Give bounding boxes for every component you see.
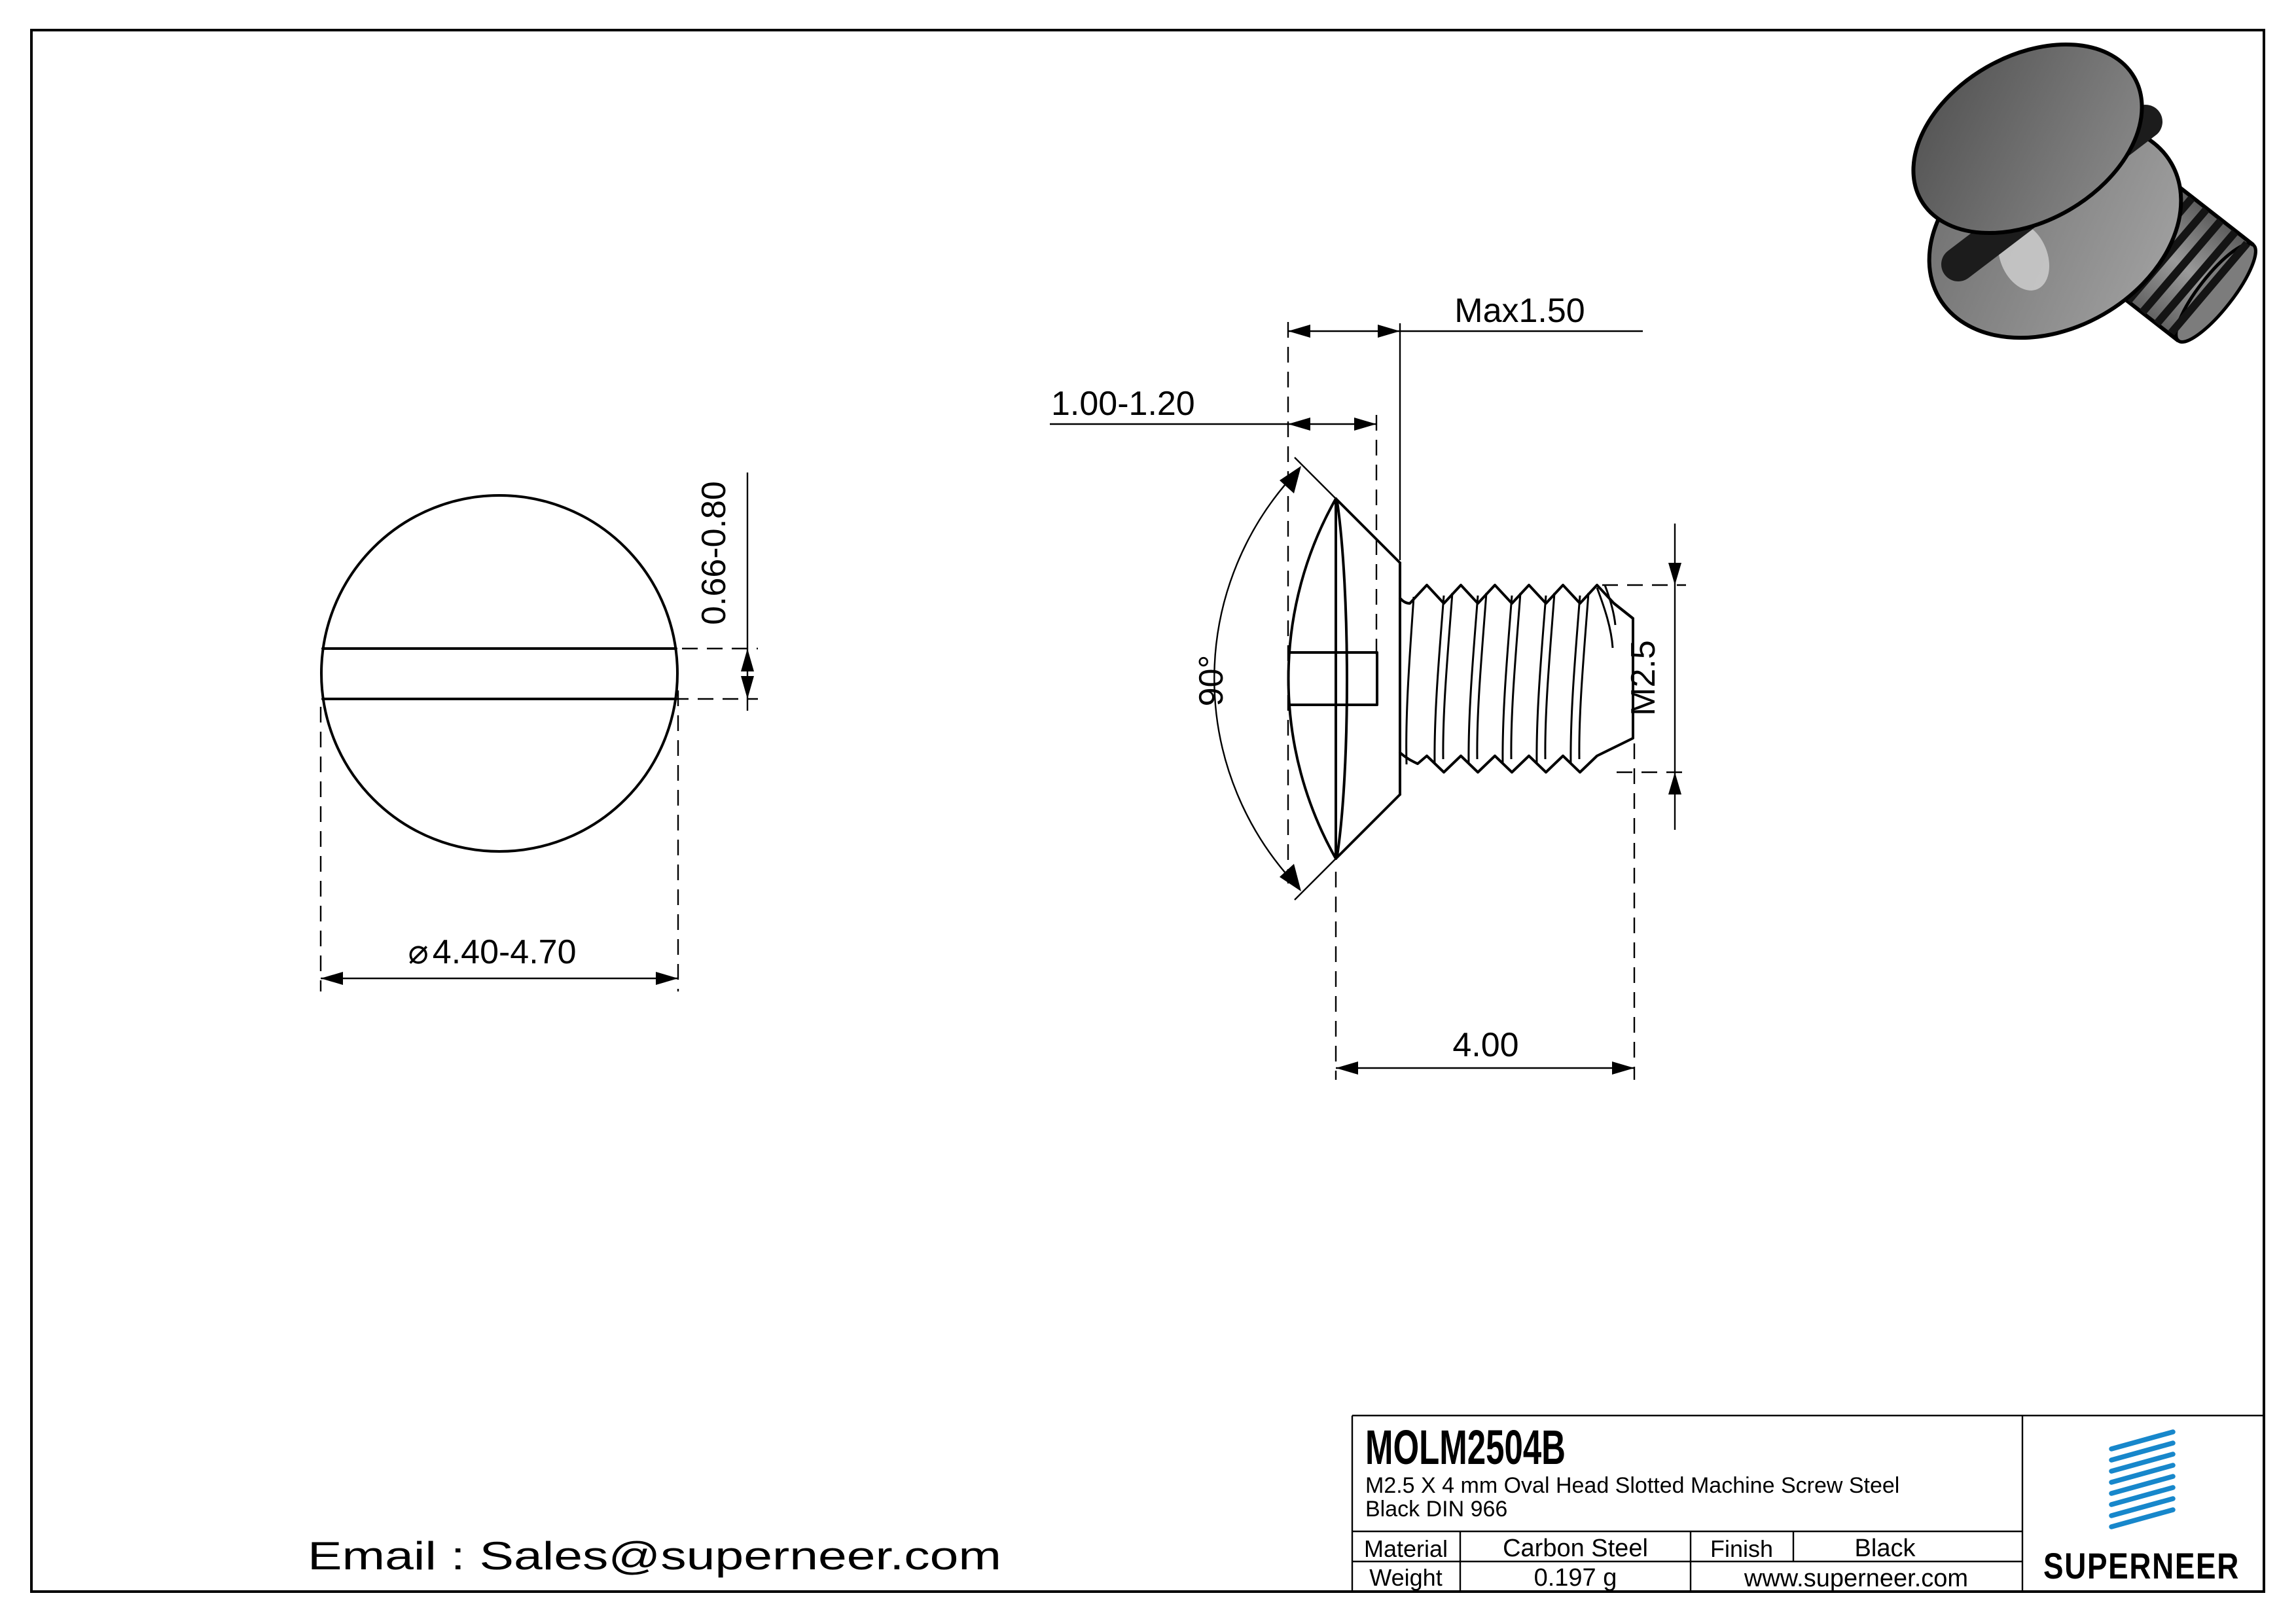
part-number: MOLM2504B bbox=[1365, 1420, 1566, 1474]
slot-wall-line-2 bbox=[1337, 501, 1347, 856]
part-description-line1: M2.5 X 4 mm Oval Head Slotted Machine Screw Steel bbox=[1365, 1473, 1900, 1498]
weight-label: Weight bbox=[1369, 1564, 1443, 1591]
dimension-slot-width bbox=[673, 473, 758, 711]
material-value: Carbon Steel bbox=[1503, 1535, 1648, 1562]
countersink-cone-bottom bbox=[1336, 794, 1400, 859]
weight-value: 0.197 g bbox=[1534, 1564, 1617, 1592]
dimension-countersink-angle bbox=[1193, 457, 1336, 900]
email-contact: Email : Sales@superneer.com bbox=[308, 1534, 1001, 1578]
slot-width-label: 0.66-0.80 bbox=[695, 481, 733, 625]
front-view bbox=[321, 473, 758, 991]
side-view bbox=[1050, 292, 1686, 1080]
dimension-head-diameter bbox=[321, 690, 678, 991]
diameter-symbol: ⌀ bbox=[408, 933, 429, 971]
countersink-cone-top bbox=[1336, 499, 1400, 563]
thread-size-label: M2.5 bbox=[1624, 640, 1662, 716]
end-chamfer-top bbox=[1614, 603, 1633, 618]
dimension-thread-size bbox=[1602, 524, 1686, 830]
part-description-line2: Black DIN 966 bbox=[1365, 1497, 1508, 1522]
title-block bbox=[1352, 1416, 2264, 1592]
head-diameter-value: 4.40-4.70 bbox=[432, 933, 577, 971]
head-diameter-label bbox=[408, 933, 576, 971]
dimension-length bbox=[1336, 743, 1634, 1080]
website-link[interactable]: www.superneer.com bbox=[1744, 1565, 1969, 1592]
brand-name: SUPERNEER bbox=[2043, 1545, 2240, 1586]
material-label: Material bbox=[1363, 1535, 1448, 1562]
length-label: 4.00 bbox=[1452, 1026, 1519, 1064]
head-outline-circle bbox=[321, 495, 677, 851]
finish-label: Finish bbox=[1710, 1535, 1774, 1562]
finish-value: Black bbox=[1854, 1535, 1916, 1562]
head-height-max-label: Max1.50 bbox=[1454, 292, 1585, 330]
superneer-logo-icon bbox=[2111, 1432, 2173, 1527]
screw-3d-render bbox=[1880, 6, 2267, 382]
dimension-slot-depth bbox=[1050, 385, 1376, 654]
dimension-head-height-max bbox=[1288, 292, 1643, 883]
thread-flanks bbox=[1407, 585, 1615, 764]
dome-arc bbox=[1289, 499, 1336, 859]
slot-notch bbox=[1289, 652, 1377, 705]
slot-depth-label: 1.00-1.20 bbox=[1051, 385, 1195, 423]
countersink-angle-label: 90° bbox=[1193, 654, 1230, 707]
